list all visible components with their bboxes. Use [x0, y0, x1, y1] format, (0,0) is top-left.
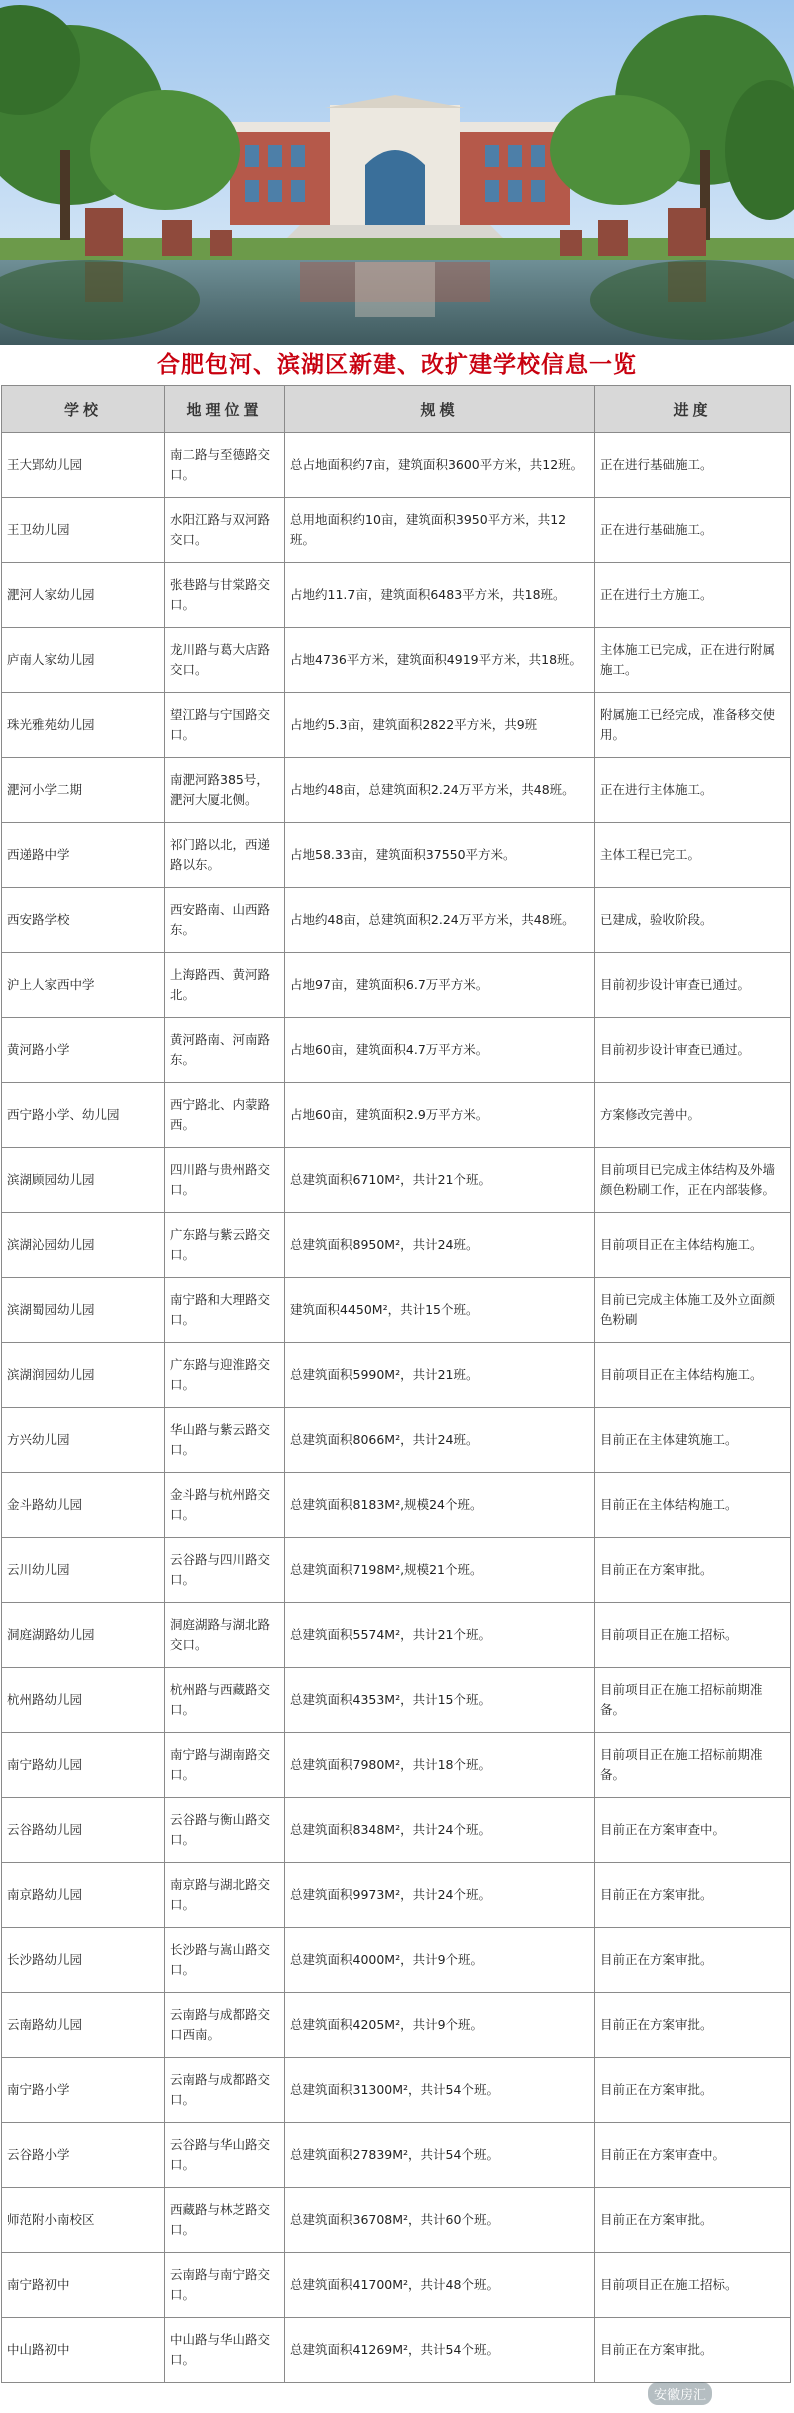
location-cell: 云南路与南宁路交口。	[165, 2253, 285, 2318]
school-name-cell: 西宁路小学、幼儿园	[2, 1083, 165, 1148]
progress-cell: 正在进行土方施工。	[595, 563, 791, 628]
school-name-cell: 云谷路幼儿园	[2, 1798, 165, 1863]
campus-illustration	[0, 0, 794, 345]
scale-cell: 占地60亩，建筑面积4.7万平方米。	[285, 1018, 595, 1083]
progress-cell: 目前正在方案审查中。	[595, 1798, 791, 1863]
scale-cell: 总建筑面积7980M²，共计18个班。	[285, 1733, 595, 1798]
school-name-cell: 淝河小学二期	[2, 758, 165, 823]
table-row	[2, 1343, 791, 1408]
progress-cell: 正在进行基础施工。	[595, 498, 791, 563]
school-name-cell: 滨湖润园幼儿园	[2, 1343, 165, 1408]
school-name-cell: 中山路初中	[2, 2318, 165, 2383]
progress-cell: 目前项目正在施工招标前期准备。	[595, 1733, 791, 1798]
location-cell: 上海路西、黄河路北。	[165, 953, 285, 1018]
school-name-cell: 滨湖沁园幼儿园	[2, 1213, 165, 1278]
scale-cell: 总建筑面积36708M²，共计60个班。	[285, 2188, 595, 2253]
scale-cell: 总建筑面积5574M²，共计21个班。	[285, 1603, 595, 1668]
location-cell: 南宁路与湖南路交口。	[165, 1733, 285, 1798]
location-cell: 西藏路与林芝路交口。	[165, 2188, 285, 2253]
school-name-cell: 南京路幼儿园	[2, 1863, 165, 1928]
progress-cell: 方案修改完善中。	[595, 1083, 791, 1148]
location-cell: 杭州路与西藏路交口。	[165, 1668, 285, 1733]
progress-cell: 目前正在主体建筑施工。	[595, 1408, 791, 1473]
location-cell: 望江路与宁国路交口。	[165, 693, 285, 758]
school-name-cell: 滨湖顾园幼儿园	[2, 1148, 165, 1213]
progress-cell: 主体工程已完工。	[595, 823, 791, 888]
scale-cell: 总建筑面积7198M²,规模21个班。	[285, 1538, 595, 1603]
location-cell: 南淝河路385号，淝河大厦北侧。	[165, 758, 285, 823]
location-cell: 中山路与华山路交口。	[165, 2318, 285, 2383]
scale-cell: 占地约48亩，总建筑面积2.24万平方米，共48班。	[285, 888, 595, 953]
scale-cell: 占地约11.7亩，建筑面积6483平方米，共18班。	[285, 563, 595, 628]
scale-cell: 总占地面积约7亩，建筑面积3600平方米，共12班。	[285, 433, 595, 498]
progress-cell: 目前项目正在施工招标。	[595, 2253, 791, 2318]
school-name-cell: 方兴幼儿园	[2, 1408, 165, 1473]
location-cell: 广东路与紫云路交口。	[165, 1213, 285, 1278]
scale-cell: 总建筑面积6710M²，共计21个班。	[285, 1148, 595, 1213]
school-name-cell: 杭州路幼儿园	[2, 1668, 165, 1733]
table-row	[2, 1798, 791, 1863]
table-row	[2, 2253, 791, 2318]
location-cell: 西宁路北、内蒙路西。	[165, 1083, 285, 1148]
location-cell: 祁门路以北，西递路以东。	[165, 823, 285, 888]
table-row	[2, 693, 791, 758]
scale-cell: 总建筑面积5990M²，共计21班。	[285, 1343, 595, 1408]
table-row	[2, 1083, 791, 1148]
table-row	[2, 563, 791, 628]
location-cell: 云谷路与衡山路交口。	[165, 1798, 285, 1863]
school-name-cell: 金斗路幼儿园	[2, 1473, 165, 1538]
location-cell: 金斗路与杭州路交口。	[165, 1473, 285, 1538]
table-row	[2, 823, 791, 888]
table-row	[2, 1213, 791, 1278]
location-cell: 云谷路与华山路交口。	[165, 2123, 285, 2188]
progress-cell: 目前正在方案审批。	[595, 1863, 791, 1928]
header-school: 学校	[2, 386, 165, 433]
progress-cell: 已建成，验收阶段。	[595, 888, 791, 953]
location-cell: 云谷路与四川路交口。	[165, 1538, 285, 1603]
progress-cell: 目前正在方案审批。	[595, 1928, 791, 1993]
progress-cell: 目前正在方案审查中。	[595, 2123, 791, 2188]
school-name-cell: 西递路中学	[2, 823, 165, 888]
table-row	[2, 953, 791, 1018]
table-row	[2, 1473, 791, 1538]
school-name-cell: 淝河人家幼儿园	[2, 563, 165, 628]
school-name-cell: 南宁路幼儿园	[2, 1733, 165, 1798]
scale-cell: 占地97亩，建筑面积6.7万平方米。	[285, 953, 595, 1018]
table-row	[2, 1733, 791, 1798]
table-row	[2, 1603, 791, 1668]
scale-cell: 占地约5.3亩，建筑面积2822平方米，共9班	[285, 693, 595, 758]
progress-cell: 目前项目已完成主体结构及外墙颜色粉刷工作，正在内部装修。	[595, 1148, 791, 1213]
school-name-cell: 南宁路小学	[2, 2058, 165, 2123]
table-row	[2, 498, 791, 563]
location-cell: 南二路与至德路交口。	[165, 433, 285, 498]
header-scale: 规模	[285, 386, 595, 433]
progress-cell: 正在进行主体施工。	[595, 758, 791, 823]
progress-cell: 目前正在方案审批。	[595, 2058, 791, 2123]
school-name-cell: 黄河路小学	[2, 1018, 165, 1083]
page-title: 合肥包河、滨湖区新建、改扩建学校信息一览	[157, 351, 637, 378]
location-cell: 云南路与成都路交口西南。	[165, 1993, 285, 2058]
table-row	[2, 1408, 791, 1473]
school-name-cell: 滨湖蜀园幼儿园	[2, 1278, 165, 1343]
school-name-cell: 长沙路幼儿园	[2, 1928, 165, 1993]
scale-cell: 总建筑面积8183M²,规模24个班。	[285, 1473, 595, 1538]
school-name-cell: 王卫幼儿园	[2, 498, 165, 563]
table-row	[2, 1863, 791, 1928]
progress-cell: 目前项目正在施工招标前期准备。	[595, 1668, 791, 1733]
progress-cell: 目前正在方案审批。	[595, 2188, 791, 2253]
progress-cell: 主体施工已完成，正在进行附属施工。	[595, 628, 791, 693]
scale-cell: 建筑面积4450M²，共计15个班。	[285, 1278, 595, 1343]
scale-cell: 总建筑面积4353M²，共计15个班。	[285, 1668, 595, 1733]
table-row	[2, 2058, 791, 2123]
school-name-cell: 王大郢幼儿园	[2, 433, 165, 498]
progress-cell: 目前正在方案审批。	[595, 2318, 791, 2383]
table-row	[2, 1928, 791, 1993]
scale-cell: 占地60亩，建筑面积2.9万平方米。	[285, 1083, 595, 1148]
table-row	[2, 758, 791, 823]
progress-cell: 目前初步设计审查已通过。	[595, 953, 791, 1018]
progress-cell: 目前项目正在主体结构施工。	[595, 1213, 791, 1278]
progress-cell: 目前正在主体结构施工。	[595, 1473, 791, 1538]
school-name-cell: 沪上人家西中学	[2, 953, 165, 1018]
progress-cell: 目前已完成主体施工及外立面颜色粉刷	[595, 1278, 791, 1343]
progress-cell: 目前正在方案审批。	[595, 1993, 791, 2058]
scale-cell: 总建筑面积9973M²，共计24个班。	[285, 1863, 595, 1928]
watermark: 安徽房汇	[648, 2382, 712, 2405]
hero-photo	[0, 0, 794, 345]
location-cell: 西安路南、山西路东。	[165, 888, 285, 953]
scale-cell: 总建筑面积4205M²，共计9个班。	[285, 1993, 595, 2058]
table-row	[2, 433, 791, 498]
table-row	[2, 1993, 791, 2058]
table-row	[2, 1668, 791, 1733]
progress-cell: 正在进行基础施工。	[595, 433, 791, 498]
school-name-cell: 云川幼儿园	[2, 1538, 165, 1603]
table-row	[2, 1538, 791, 1603]
location-cell: 水阳江路与双河路交口。	[165, 498, 285, 563]
location-cell: 黄河路南、河南路东。	[165, 1018, 285, 1083]
table-row	[2, 1018, 791, 1083]
location-cell: 南宁路和大理路交口。	[165, 1278, 285, 1343]
table-row	[2, 2188, 791, 2253]
location-cell: 长沙路与嵩山路交口。	[165, 1928, 285, 1993]
scale-cell: 总建筑面积4000M²，共计9个班。	[285, 1928, 595, 1993]
location-cell: 龙川路与葛大店路交口。	[165, 628, 285, 693]
scale-cell: 总建筑面积8348M²，共计24个班。	[285, 1798, 595, 1863]
location-cell: 云南路与成都路交口。	[165, 2058, 285, 2123]
school-name-cell: 云南路幼儿园	[2, 1993, 165, 2058]
school-name-cell: 南宁路初中	[2, 2253, 165, 2318]
progress-cell: 目前初步设计审查已通过。	[595, 1018, 791, 1083]
school-name-cell: 珠光雅苑幼儿园	[2, 693, 165, 758]
scale-cell: 总建筑面积8950M²，共计24班。	[285, 1213, 595, 1278]
school-name-cell: 西安路学校	[2, 888, 165, 953]
location-cell: 洞庭湖路与湖北路交口。	[165, 1603, 285, 1668]
scale-cell: 总建筑面积41700M²，共计48个班。	[285, 2253, 595, 2318]
scale-cell: 总建筑面积8066M²，共计24班。	[285, 1408, 595, 1473]
location-cell: 南京路与湖北路交口。	[165, 1863, 285, 1928]
school-name-cell: 洞庭湖路幼儿园	[2, 1603, 165, 1668]
location-cell: 四川路与贵州路交口。	[165, 1148, 285, 1213]
school-name-cell: 庐南人家幼儿园	[2, 628, 165, 693]
scale-cell: 占地约48亩，总建筑面积2.24万平方米，共48班。	[285, 758, 595, 823]
scale-cell: 总用地面积约10亩，建筑面积3950平方米，共12班。	[285, 498, 595, 563]
location-cell: 华山路与紫云路交口。	[165, 1408, 285, 1473]
table-row	[2, 2123, 791, 2188]
progress-cell: 目前项目正在施工招标。	[595, 1603, 791, 1668]
school-info-table	[1, 385, 791, 2383]
scale-cell: 占地58.33亩，建筑面积37550平方米。	[285, 823, 595, 888]
table-row	[2, 628, 791, 693]
progress-cell: 附属施工已经完成，准备移交使用。	[595, 693, 791, 758]
header-progress: 进度	[595, 386, 791, 433]
table-row	[2, 2318, 791, 2383]
scale-cell: 占地4736平方米，建筑面积4919平方米，共18班。	[285, 628, 595, 693]
school-name-cell: 云谷路小学	[2, 2123, 165, 2188]
school-name-cell: 师范附小南校区	[2, 2188, 165, 2253]
table-row	[2, 888, 791, 953]
header-location: 地理位置	[165, 386, 285, 433]
table-row	[2, 1278, 791, 1343]
location-cell: 广东路与迎淮路交口。	[165, 1343, 285, 1408]
scale-cell: 总建筑面积27839M²，共计54个班。	[285, 2123, 595, 2188]
progress-cell: 目前项目正在主体结构施工。	[595, 1343, 791, 1408]
table-row	[2, 1148, 791, 1213]
progress-cell: 目前正在方案审批。	[595, 1538, 791, 1603]
scale-cell: 总建筑面积41269M²，共计54个班。	[285, 2318, 595, 2383]
location-cell: 张巷路与甘棠路交口。	[165, 563, 285, 628]
scale-cell: 总建筑面积31300M²，共计54个班。	[285, 2058, 595, 2123]
table-header-row	[2, 386, 791, 433]
